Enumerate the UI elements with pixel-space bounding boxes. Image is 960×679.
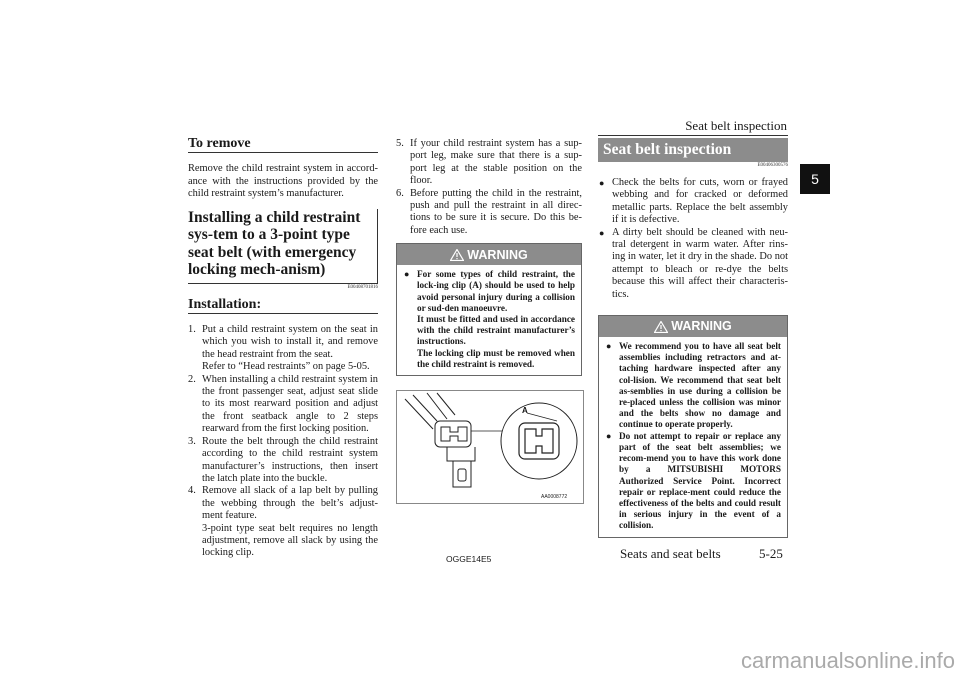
installation-steps-continued <box>396 138 582 237</box>
heading-seat-belt-inspection: Seat belt inspection <box>598 138 788 162</box>
bullet-icon: ● <box>599 227 605 238</box>
watermark[interactable]: carmanualsonline.info <box>740 648 955 673</box>
running-header: Seat belt inspection <box>685 118 787 133</box>
column-middle <box>396 138 582 376</box>
warning-header <box>397 244 581 265</box>
warning-bullet: ● We recommend you to have all seat belt assemblies including retractors and at-taching hardware inspected after any col-lision. We recommend that seat belt as-semblies in use during a collision be re-placed unless the collision was minor and the belts show no damage and continue to operate properly. <box>606 341 781 430</box>
remove-paragraph: Remove the child restraint system in accord-ance with the instructions provided by the child restraint system’s manufacturer. <box>188 163 378 200</box>
figure-code: AA0008772 <box>541 494 568 500</box>
page-number: 5-25 <box>759 546 783 561</box>
heading-to-remove: To remove <box>188 138 378 153</box>
warning-bullet: ● Do not attempt to repair or replace any part of the seat belt assemblies; we recom-mend you to have this work done by a MITSUBISHI MOTORS Authorized Service Point. Incorrect repair or replace-ment could reduce the effectiveness of the belts and could result in serious injury in the event of a collision. <box>606 430 781 531</box>
bullet-icon: ● <box>606 341 612 352</box>
warning-box <box>598 315 788 537</box>
step-item: 2. When installing a child restraint system in the front passenger seat, adjust seat slide to its most rearward position and adjust the front seatback angle to 2 steps rearward from the first locking position. <box>188 373 378 435</box>
document-code: OGGE14E5 <box>446 554 492 564</box>
warning-body <box>599 337 787 536</box>
header-rule <box>598 135 788 136</box>
step-item: 3. Route the belt through the child restraint according to the child restraint system manufacturer’s instructions, then insert the latch plate into the buckle. <box>188 435 378 484</box>
warning-label: WARNING <box>671 319 732 334</box>
bullet-icon: ● <box>599 178 605 188</box>
warning-triangle-icon <box>654 321 668 333</box>
seat-belt-illustration <box>397 391 583 503</box>
section-tab: 5 <box>800 164 830 194</box>
heading-installation: Installation: <box>188 299 378 314</box>
bullet-icon: ● <box>606 430 612 441</box>
section-code: E00406300576 <box>757 163 788 168</box>
step-item: 6. Before putting the child in the restraint, push and pull the restraint in all direc-tions to be sure it is secure. Do this be-fore each use. <box>396 187 582 236</box>
locking-clip-figure <box>396 390 584 504</box>
step-item: 1. Put a child restraint system on the seat in which you wish to install it, and remove the head restraint from the seat. Refer to “Head restraints” on page 5-05. <box>188 324 378 373</box>
section-code: E00408701816 <box>347 284 378 290</box>
installation-steps <box>188 324 378 560</box>
column-right <box>598 138 788 538</box>
footer-section-title: Seats and seat belts <box>620 546 721 561</box>
heading-installing: Installing a child restraint sys-tem to a 3-point type seat belt (with emergency locking mech-anism) <box>188 209 378 284</box>
warning-triangle-icon <box>450 249 464 261</box>
inspection-bullet: ● Check the belts for cuts, worn or frayed webbing and for cracked or deformed metallic parts. Replace the belt assembly if it is defective. <box>599 177 788 226</box>
warning-box <box>396 243 582 376</box>
bullet-icon: ● <box>404 269 410 280</box>
step-item: 4. Remove all slack of a lap belt by pulling the webbing through the belt’s adjust-ment feature. 3-point type seat belt requires no length adjustment, remove all slack by using the locking clip. <box>188 485 378 559</box>
figure-label-a: A <box>522 406 528 415</box>
warning-label: WARNING <box>467 247 528 262</box>
warning-body <box>397 265 581 375</box>
step-item: 5. If your child restraint system has a sup-port leg, make sure that there is a sup-port leg at the stable position on the floor. <box>396 138 582 187</box>
warning-header <box>599 316 787 337</box>
column-left <box>188 138 378 560</box>
inspection-bullet: ● A dirty belt should be cleaned with neu-tral detergent in warm water. After rins-ing in water, let it dry in the shade. Do not attempt to bleach or re-dye the belts because this will affect their characteris-tics. <box>599 226 788 300</box>
warning-bullet: ● For some types of child restraint, the lock-ing clip (A) should be used to help avoid personal injury during a collision or sud-den manoeuvre. It must be fitted and used in accordance with the child restraint manufacturer’s instructions. The locking clip must be removed when the child restraint is removed. <box>404 269 575 369</box>
